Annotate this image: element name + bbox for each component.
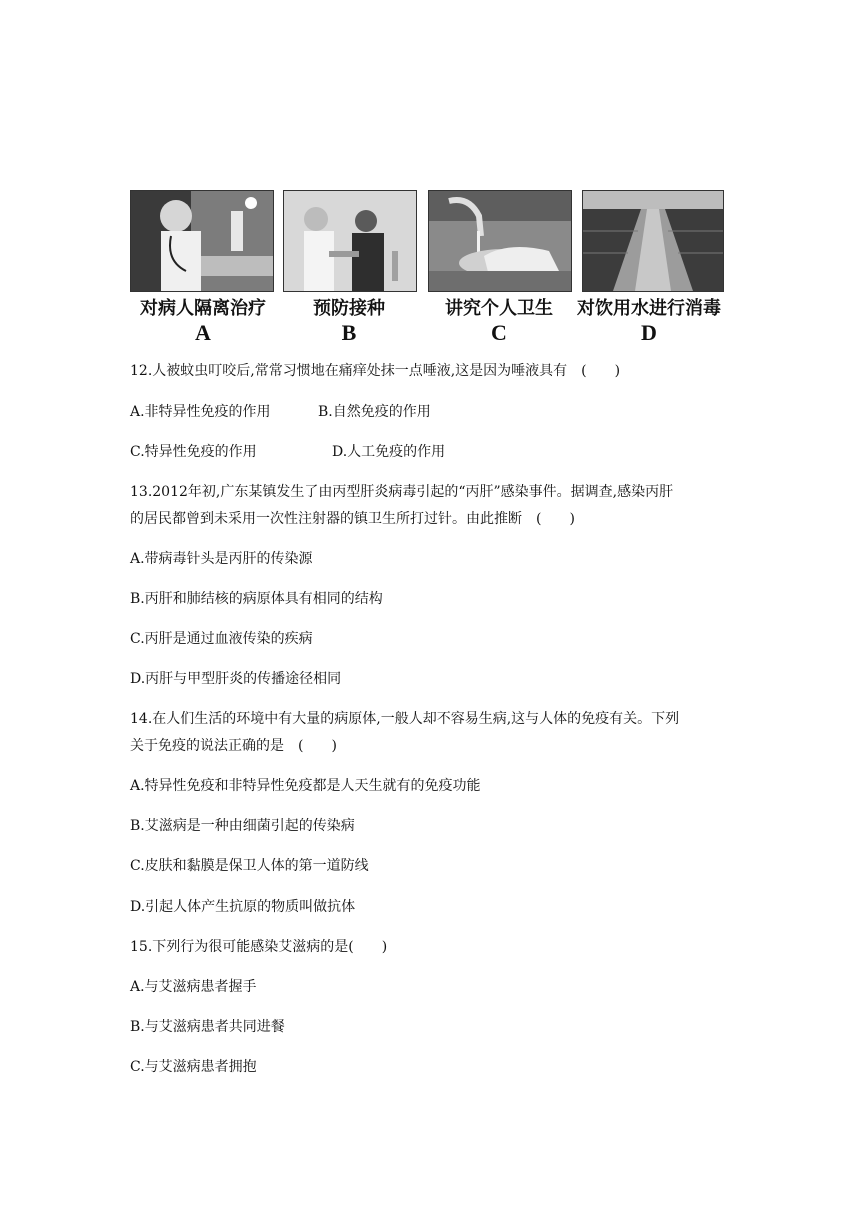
prevention-measures-figure bbox=[128, 190, 728, 350]
question-13-option-b: B.丙肝和肺结核的病原体具有相同的结构 bbox=[130, 591, 383, 607]
letter-b: B bbox=[341, 320, 357, 345]
question-12-option-d: D.人工免疫的作用 bbox=[332, 444, 446, 460]
question-14-option-a: A.特异性免疫和非特异性免疫都是人天生就有的免疫功能 bbox=[130, 778, 481, 794]
question-13-option-a: A.带病毒针头是丙肝的传染源 bbox=[130, 551, 313, 567]
water-treatment-plant-photo bbox=[582, 190, 724, 292]
letter-a: A bbox=[195, 320, 211, 345]
question-14-stem-line-2: 关于免疫的说法正确的是 ( ) bbox=[130, 738, 337, 754]
question-15-stem: 15.下列行为很可能感染艾滋病的是( ) bbox=[130, 939, 388, 955]
vaccination-photo bbox=[283, 190, 417, 292]
question-15-option-c: C.与艾滋病患者拥抱 bbox=[130, 1059, 257, 1075]
question-15-option-b: B.与艾滋病患者共同进餐 bbox=[130, 1019, 285, 1035]
question-12-option-b: B.自然免疫的作用 bbox=[318, 404, 431, 420]
question-13-stem-line-1: 13.2012年初,广东某镇发生了由丙型肝炎病毒引起的“丙肝”感染事件。据调查,感染丙肝 bbox=[130, 484, 674, 500]
question-13-option-c: C.丙肝是通过血液传染的疾病 bbox=[130, 631, 313, 647]
question-12-stem: 12.人被蚊虫叮咬后,常常习惯地在痛痒处抹一点唾液,这是因为唾液具有 ( ) bbox=[130, 363, 621, 379]
question-12-option-c: C.特异性免疫的作用 bbox=[130, 444, 257, 460]
caption-a: 对病人隔离治疗 bbox=[140, 298, 266, 319]
caption-d: 对饮用水进行消毒 bbox=[577, 298, 721, 319]
question-14-stem-line-1: 14.在人们生活的环境中有大量的病原体,一般人却不容易生病,这与人体的免疫有关。下列 bbox=[130, 711, 680, 727]
question-12-option-a: A.非特异性免疫的作用 bbox=[130, 404, 271, 420]
letter-c: C bbox=[491, 320, 507, 345]
question-15-option-a: A.与艾滋病患者握手 bbox=[130, 979, 257, 995]
handwashing-photo bbox=[428, 190, 572, 292]
question-13-stem-line-2: 的居民都曾到未采用一次性注射器的镇卫生所打过针。由此推断 ( ) bbox=[130, 511, 575, 527]
question-14-option-c: C.皮肤和黏膜是保卫人体的第一道防线 bbox=[130, 858, 369, 874]
question-14-option-d: D.引起人体产生抗原的物质叫做抗体 bbox=[130, 899, 356, 915]
doctor-treating-patient-photo bbox=[130, 190, 274, 292]
question-14-option-b: B.艾滋病是一种由细菌引起的传染病 bbox=[130, 818, 355, 834]
question-13-option-d: D.丙肝与甲型肝炎的传播途径相同 bbox=[130, 671, 342, 687]
letter-d: D bbox=[641, 320, 657, 345]
caption-b: 预防接种 bbox=[313, 298, 385, 319]
caption-c: 讲究个人卫生 bbox=[445, 298, 553, 319]
